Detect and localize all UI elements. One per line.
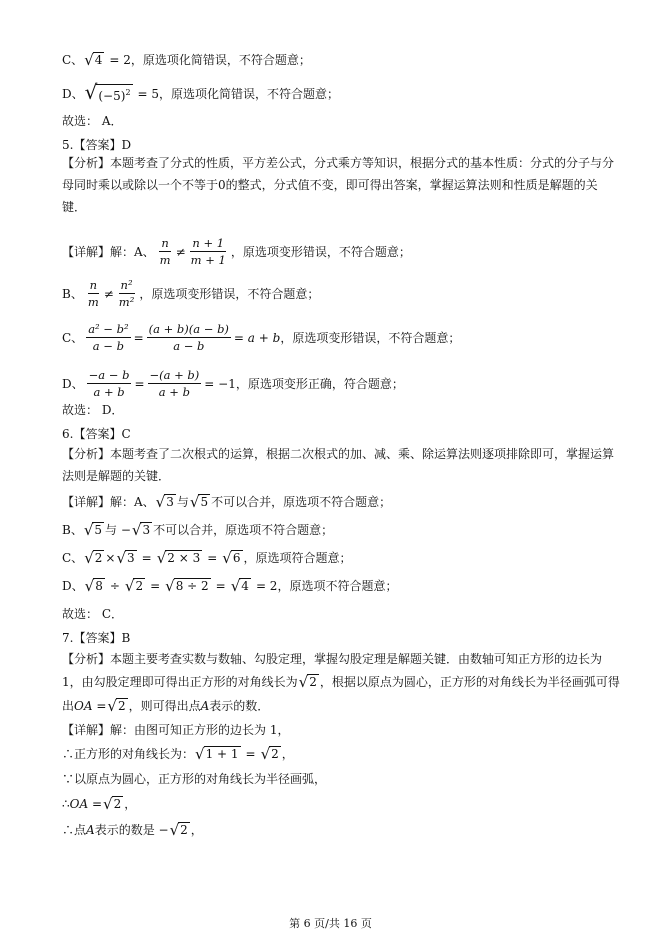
- option-label: B、: [62, 523, 83, 537]
- q7-analysis-line3: 出 OA = √ 2 ，则可得出点 A 表示的数．: [62, 697, 270, 715]
- q7-step2: ∵以原点为圆心，正方形的对角线长为半径画弧，: [62, 772, 327, 786]
- option-text: ，原选项变形错误，不符合题意；: [230, 244, 411, 259]
- option-label: D、: [62, 87, 84, 101]
- q5-option-b: [62, 278, 621, 309]
- q5-answer: 5.【答案】D: [62, 138, 132, 152]
- option-text: ，原选项符合题意；: [243, 551, 352, 565]
- option-c-line: [62, 52, 621, 68]
- option-label: C、: [62, 330, 84, 345]
- option-text: ，原选项化简错误，不符合题意；: [159, 87, 340, 101]
- math-eq: = 5: [137, 87, 160, 101]
- choose-c: 故选： C．: [62, 607, 123, 621]
- option-label: D、: [62, 376, 84, 391]
- detail-prefix: 【详解】解：A、: [62, 495, 155, 509]
- q6-analysis: 【分析】本题考查了二次根式的运算，根据二次根式的加、减、乘、除运算法则逐项排除即可，掌握运算法则是解题的关键．: [62, 447, 615, 483]
- sqrt-expr: √ 2: [260, 745, 279, 763]
- sqrt-expr: √ 8 ÷ 2: [165, 577, 209, 595]
- option-label: D、: [62, 579, 84, 593]
- sqrt-expr: √ 2: [107, 697, 126, 715]
- option-label: C、: [62, 551, 84, 565]
- option-d-line: [62, 80, 621, 104]
- choose-d: 故选： D．: [62, 403, 124, 417]
- detail-prefix: 【详解】解：A、: [62, 244, 155, 259]
- fraction: $\frac{n + 1}{m + 1}$: [190, 236, 226, 267]
- sqrt-expr: √ 3: [155, 493, 174, 511]
- q7-step4: ∴点 A 表示的数是 − √ 2 ，: [62, 821, 203, 839]
- fraction: $\frac{-a - b}{a + b}$: [88, 368, 130, 399]
- math-op: ≠: [103, 286, 114, 301]
- fraction: $\frac{-(a + b)}{a + b}$: [149, 368, 200, 399]
- q7-analysis-line2: 1，由勾股定理即可得出正方形的对角线长为 √ 2 ，根据以原点为圆心，正方形的对角线长为半径画弧可得: [62, 673, 620, 691]
- fraction: $\frac{(a + b)(a - b)}{a - b}$: [148, 322, 229, 353]
- option-text: ，原选项变形错误，不符合题意；: [280, 330, 461, 345]
- q5-option-d: D、 $\frac{-a - b}{a + b}$ = $\frac{-(a + b)}{a + b}$ = −1 ，原选项变形正确，符合题意；: [62, 368, 404, 399]
- fraction: $\frac{n}{m}$: [87, 278, 99, 309]
- sqrt-expr: √ 6: [222, 549, 241, 567]
- q7-detail: 【详解】解：由图可知正方形的边长为 1，: [62, 723, 290, 737]
- q6-option-d: D、 √ 8 ÷ √ 2 = √ 8 ÷ 2 = √ 4 = 2 ，原选项不符合题意；: [62, 577, 398, 595]
- option-text: ，原选项不符合题意；: [277, 579, 398, 593]
- math-op: ≠: [175, 244, 186, 259]
- q6-option-c: C、 √ 2 × √ 3 = √ 2 × 3 = √ 6 ，原选项符合题意；: [62, 549, 352, 567]
- option-text: ，原选项化简错误，不符合题意；: [130, 53, 311, 67]
- sqrt-expr: √ 2: [169, 821, 188, 839]
- math-result: = −1: [204, 376, 236, 391]
- sqrt-expr: √ 4: [230, 577, 249, 595]
- math-result: = a + b: [233, 330, 281, 345]
- sqrt-expr: √ 2 × 3: [156, 549, 201, 567]
- q5-option-c: C、 $\frac{\text{a² − b²}}{a - b}$ = $\frac{(a + b)(a - b)}{a - b}$ = a + b ，原选项变形错误，不符合题意；: [62, 322, 461, 353]
- sqrt-expr: √ 3: [131, 521, 151, 539]
- choose-a: 故选： A．: [62, 114, 123, 128]
- option-text: ，原选项变形错误，不符合题意；: [139, 286, 320, 301]
- math-eq: = 2: [109, 53, 131, 67]
- option-label: C、: [62, 53, 84, 67]
- q7-step1: ∴正方形的对角线长为： √ 1 + 1 = √ 2 ，: [62, 745, 294, 763]
- page-footer: 第 6 页/共 16 页: [289, 917, 372, 930]
- option-text: 不可以合并，原选项不符合题意；: [211, 495, 392, 509]
- option-text: ，原选项变形正确，符合题意；: [235, 376, 404, 391]
- sqrt-expr: √ 2: [298, 673, 317, 691]
- sqrt-expr: √ 2: [84, 549, 103, 567]
- q7-analysis-line1: 【分析】本题主要考查实数与数轴、勾股定理，掌握勾股定理是解题关键．由数轴可知正方形的边长为: [62, 652, 603, 666]
- q5-option-a: [62, 236, 621, 267]
- sqrt-expr: √ 2: [103, 795, 122, 813]
- fraction: $\frac{\text{a² − b²}}{a - b}$: [88, 322, 129, 353]
- q7-answer: 7.【答案】B: [62, 631, 131, 645]
- sqrt-expr: √ 2: [124, 577, 144, 595]
- sqrt-expr: √ 3: [116, 549, 135, 567]
- q6-option-a: 【详解】解：A、 √ 3 与 √ 5 不可以合并，原选项不符合题意；: [62, 493, 392, 511]
- sqrt-expr: √ 5: [189, 493, 209, 511]
- sqrt-expr: √ $(-5)^2$: [84, 80, 131, 104]
- sqrt-expr: √ 5: [83, 521, 103, 539]
- sqrt-expr: √ 8: [84, 577, 103, 595]
- sqrt-expr: √ 1 + 1: [195, 745, 239, 763]
- option-text: 不可以合并，原选项不符合题意；: [153, 523, 334, 537]
- q6-option-b: B、 √ 5 与 − √ 3 不可以合并，原选项不符合题意；: [62, 521, 334, 539]
- sqrt-expr: √ 4: [84, 51, 103, 69]
- option-label: B、: [62, 286, 83, 301]
- q6-answer: 6.【答案】C: [62, 427, 131, 441]
- fraction: $\frac{n}{m}$: [159, 236, 171, 267]
- q7-step3: ∴ OA = √ 2 ，: [62, 795, 137, 813]
- fraction: $\frac{\text{n²}}{\text{m²}}$: [118, 278, 135, 309]
- q5-analysis: 【分析】本题考查了分式的性质，平方差公式，分式乘方等知识，根据分式的基本性质：分式的分子与分母同时乘以或除以一个不等于0的整式，分式值不变，即可得出答案，掌握运算法则和性质是解题的关键．: [62, 156, 615, 214]
